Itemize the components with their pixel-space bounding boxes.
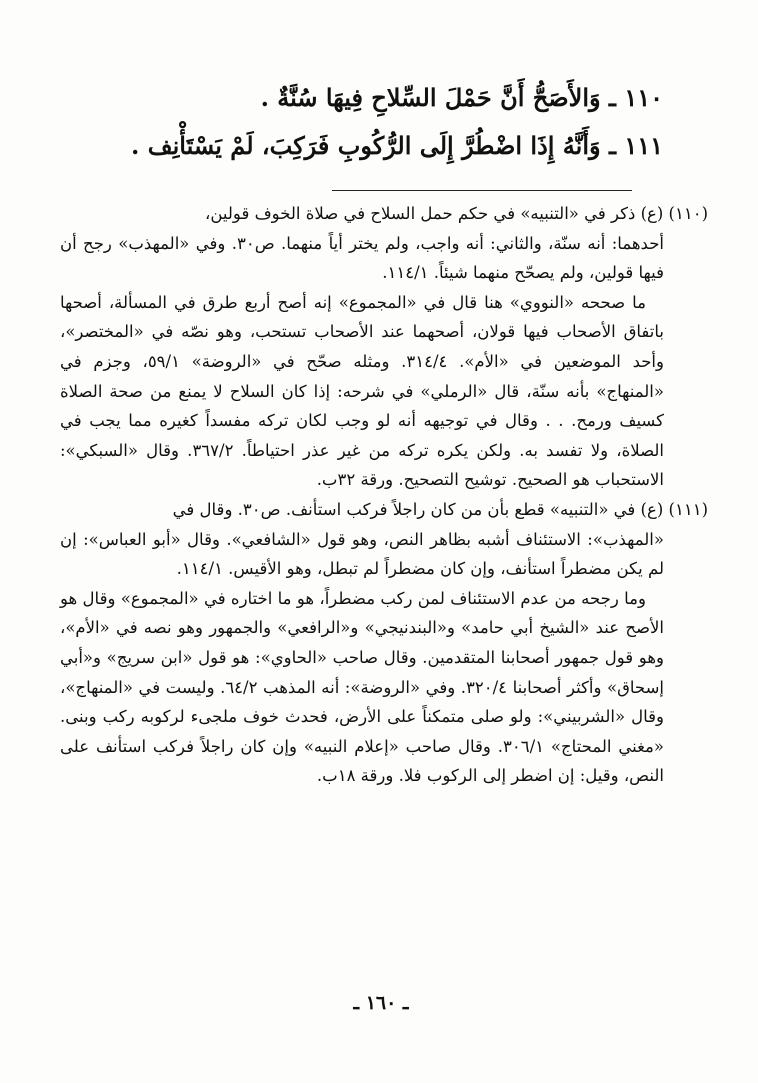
- page-number: ـ ١٦٠ ـ: [353, 992, 409, 1014]
- footnote-111-commentary: وما رجحه من عدم الاستئناف لمن ركب مضطراً، هو ما اختاره في «المجموع» وقال هو الأصح عند «الشيخ أبي حامد» و«البندنيجي» و«الرافعي» والجمهور وهو نصه في «الأم»، وهو قول جمهور أصحابنا المتقدمين. وقال صاحب «الحاوي»: هو قول «ابن سريج» و«أبي إسحاق» وأكثر أصحابنا ٣٢٠/٤. وفي «الروضة»: أنه المذهب ٦٤/٢. وليست في «المنهاج»، وقال «الشربيني»: ولو صلى متمكناً على الأرض، فحدث خوف ملجىء لركوبه ركب وبنى. «مغني المحتاج» ٣٠٦/١. وقال صاحب «إعلام النبيه» وإن كان راجلاً فركب استأنف على النص، وقيل: إن اضطر إلى الركوب فلا. ورقة ١٨ب.: [60, 588, 664, 786]
- footnote-110-lead: (١١٠) (ع) ذكر في «التنبيه» في حكم حمل السلاح في صلاة الخوف قولين،: [205, 204, 708, 223]
- verse-110: ١١٠ ـ وَالأَصَحُّ أَنَّ حَمْلَ السِّلاحِ فِيهَا سُنَّةٌ .: [260, 83, 663, 112]
- footnote-111-body: «المهذب»: الاستئناف أشبه بظاهر النص، وهو قول «الشافعي». وقال «أبو العباس»: إن لم يكن مضطراً استأنف، وإن كان مضطراً لم تبطل، وهو الأقيس. ١١٤/١.: [60, 529, 664, 579]
- footnotes: [60, 199, 708, 791]
- footnote-110-commentary: ما صححه «النووي» هنا قال في «المجموع» إنه أصح أربع طرق في المسألة، أصحها باتفاق الأصحاب فيها قولان، أصحهما عند الأصحاب تستحب، وهو نصّه في «المختصر»، وأحد الموضعين في «الأم». ٣١٤/٤. ومثله صحّح في «الروضة» ٥٩/١، وجزم في «المنهاج» بأنه سنّة، قال «الرملي» في شرحه: إذا كان السلاح لا يمنع من صحة الصلاة كسيف ورمح. . . وقال في توجيهه أنه لو وجب لكان تركه مفسداً كغيره مما يجب في الصلاة، ولا تفسد به. ولكن يكره تركه من غير عذر احتياطاً. ٣٦٧/٢. وقال «السبكي»: الاستحباب هو الصحيح. توشيح التصحيح. ورقة ٣٢ب.: [60, 292, 664, 490]
- footnote-110-body: أحدهما: أنه سنّة، والثاني: أنه واجب، ولم يختر أياً منهما. ص٣٠. وفي «المهذب» رجح أن فيها قولين، ولم يصحّح منهما شيئاً. ١١٤/١.: [60, 233, 665, 283]
- footnote-separator: [332, 190, 632, 191]
- verse-111: ١١١ ـ وَأَنَّهُ إِذَا اضْطُرَّ إِلَى الرُّكُوبِ فَرَكِبَ، لَمْ يَسْتَأْنِف .: [131, 131, 663, 160]
- footnote-111-lead: (١١١) (ع) في «التنبيه» قطع بأن من كان راجلاً فركب استأنف. ص٣٠. وقال في: [172, 499, 708, 519]
